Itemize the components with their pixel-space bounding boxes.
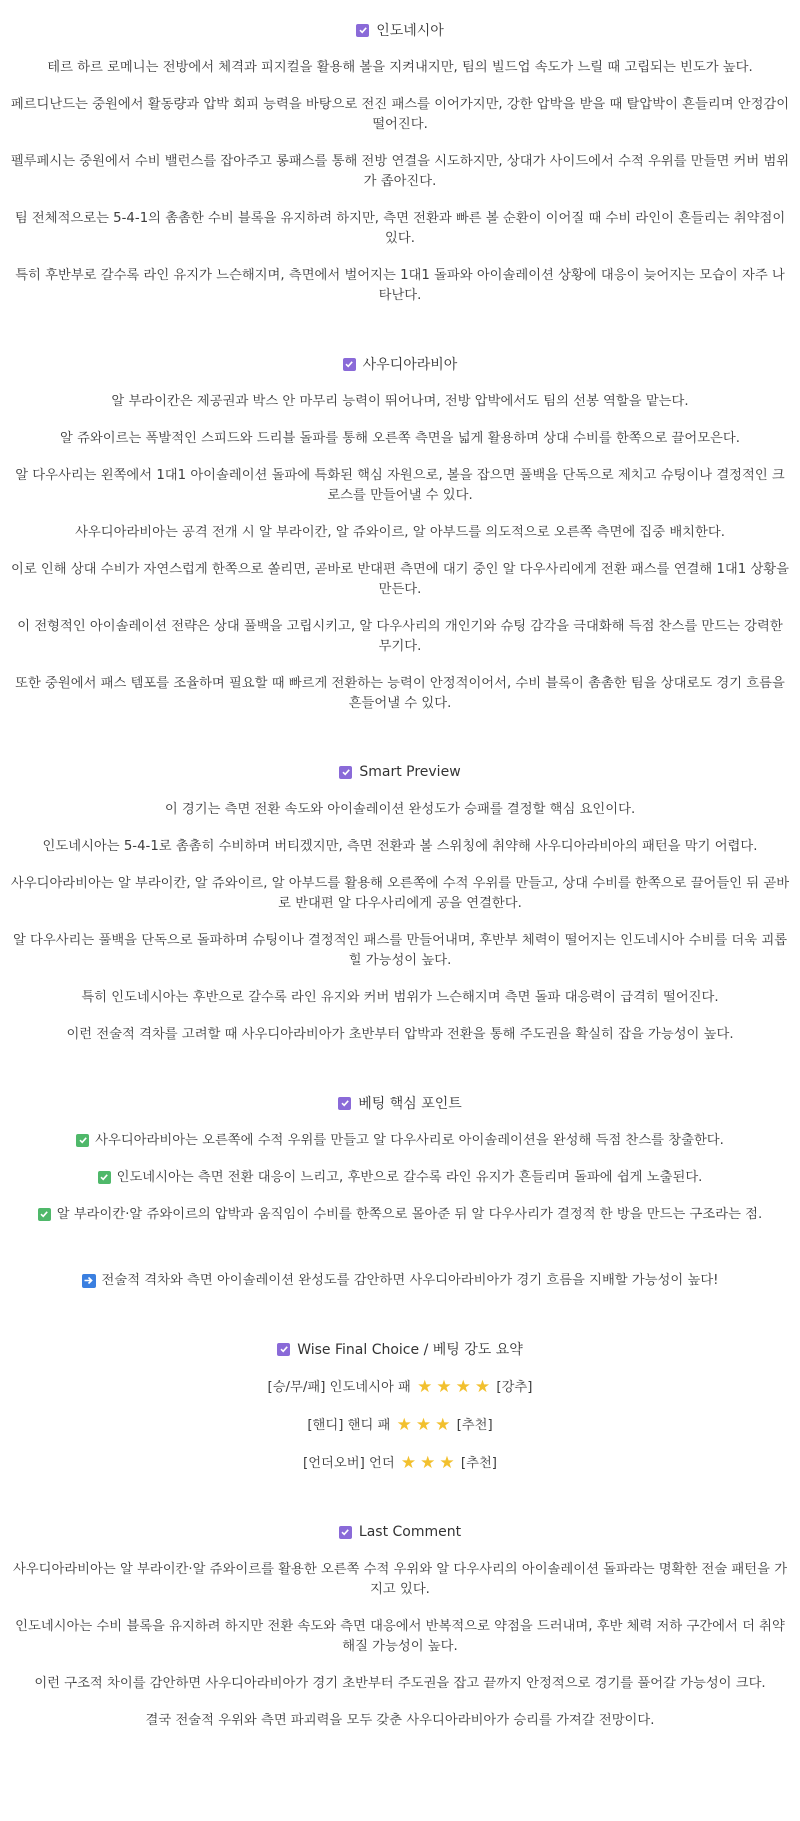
star-rating: [395, 1415, 453, 1435]
pick-label: [언더오버] 언더: [303, 1456, 395, 1471]
section-title: [0, 352, 800, 376]
pick-label: [핸디] 핸디 패: [307, 1418, 391, 1433]
paragraph: 테르 하르 로메니는 전방에서 체격과 피지컬을 활용해 볼을 지켜내지만, 팀의 빌드업 속도가 느릴 때 고립되는 빈도가 높다.: [47, 60, 753, 75]
paragraph: 알 다우사리는 왼쪽에서 1대1 아이솔레이션 돌파에 특화된 핵심 자원으로, 볼을 잡으면 풀백을 단독으로 제치고 슈팅이나 결정적인 크로스를 만들어낼 수 있다.: [15, 468, 785, 503]
paragraph: 이 경기는 측면 전환 속도와 아이솔레이션 완성도가 승패를 결정할 핵심 요인이다.: [164, 802, 636, 817]
pick-tag: [추천]: [460, 1456, 497, 1471]
section-title: [0, 1337, 800, 1361]
paragraph: 특히 인도네시아는 후반으로 갈수록 라인 유지와 커버 범위가 느슨해지며 측면 돌파 대응력이 급격히 떨어진다.: [81, 990, 719, 1005]
check-mark-icon: [76, 1134, 89, 1147]
paragraph: 페르디난드는 중원에서 활동량과 압박 회피 능력을 바탕으로 전진 패스를 이어가지만, 강한 압박을 받을 때 탈압박이 흔들리며 안정감이 떨어진다.: [10, 97, 790, 132]
section-title-text: 인도네시아: [376, 23, 444, 39]
paragraph: 결국 전술적 우위와 측면 파괴력을 모두 갖춘 사우디아라비아가 승리를 가져갈 전망이다.: [145, 1713, 655, 1728]
check-mark-icon: [38, 1208, 51, 1221]
arrow-right-icon: [82, 1274, 96, 1288]
check-mark-icon: [98, 1171, 111, 1184]
paragraph: 이런 전술적 격차를 고려할 때 사우디아라비아가 초반부터 압박과 전환을 통해 주도권을 확실히 잡을 가능성이 높다.: [66, 1027, 734, 1042]
pick-rating: [0, 1453, 800, 1474]
pick-tag: [추천]: [456, 1418, 493, 1433]
paragraph: 이로 인해 상대 수비가 자연스럽게 한쪽으로 쏠리면, 곧바로 반대편 측면에 대기 중인 알 다우사리에게 전환 패스를 연결해 1대1 상황을 만든다.: [11, 562, 789, 597]
star-icon: ★: [439, 1453, 455, 1473]
section-title: [0, 760, 800, 784]
paragraph: 사우디아라비아는 알 부라이칸, 알 쥬와이르, 알 아부드를 활용해 오른쪽에 수적 우위를 만들고, 상대 수비를 한쪽으로 끌어들인 뒤 곧바로 반대편 알 다우사리에게 공을 연결한다.: [10, 876, 790, 911]
bullet-point: [10, 1168, 790, 1188]
bullet-text: 알 부라이칸·알 쥬와이르의 압박과 움직임이 수비를 한쪽으로 몰아준 뒤 알 다우사리가 결정적 한 방을 만드는 구조라는 점.: [56, 1207, 763, 1222]
bullet-point: [10, 1205, 790, 1225]
star-icon: ★: [455, 1377, 471, 1397]
paragraph: 사우디아라비아는 공격 전개 시 알 부라이칸, 알 쥬와이르, 알 아부드를 의도적으로 오른쪽 측면에 집중 배치한다.: [75, 525, 725, 540]
bullet-text: 사우디아라비아는 오른쪽에 수적 우위를 만들고 알 다우사리로 아이솔레이션을 완성해 득점 찬스를 창출한다.: [95, 1133, 724, 1148]
section-indonesia: [0, 18, 800, 306]
star-icon: ★: [420, 1453, 436, 1473]
section-title-text: Last Comment: [358, 1524, 462, 1540]
pick-tag: [강추]: [496, 1380, 533, 1395]
star-icon: ★: [474, 1377, 491, 1397]
paragraph: 또한 중원에서 패스 템포를 조율하며 필요할 때 빠르게 전환하는 능력이 안정적이어서, 수비 블록이 촘촘한 팀을 상대로도 경기 흐름을 흔들어낼 수 있다.: [15, 676, 785, 711]
star-rating: [415, 1377, 492, 1397]
section-title-text: 사우디아라비아: [362, 357, 458, 373]
paragraph: 알 다우사리는 풀백을 단독으로 돌파하며 슈팅이나 결정적인 패스를 만들어내며, 후반부 체력이 떨어지는 인도네시아 수비를 더욱 괴롭힐 가능성이 높다.: [12, 933, 788, 968]
paragraph: 이런 구조적 차이를 감안하면 사우디아라비아가 경기 초반부터 주도권을 잡고 끝까지 안정적으로 경기를 풀어갈 가능성이 크다.: [34, 1676, 766, 1691]
star-icon: ★: [436, 1377, 452, 1397]
section-betting-points: [0, 1091, 800, 1291]
paragraph: 사우디아라비아는 알 부라이칸·알 쥬와이르를 활용한 오른쪽 수적 우위와 알 다우사리의 아이솔레이션 돌파라는 명확한 전술 패턴을 가지고 있다.: [12, 1562, 788, 1597]
pick-label: [승/무/패] 인도네시아 패: [267, 1380, 411, 1395]
paragraph: 펠루페시는 중원에서 수비 밸런스를 잡아주고 롱패스를 통해 전방 연결을 시도하지만, 상대가 사이드에서 수적 우위를 만들면 커버 범위가 좁아진다.: [10, 154, 790, 189]
betting-summary: [10, 1271, 790, 1291]
section-title-text: 베팅 핵심 포인트: [358, 1096, 462, 1112]
paragraph: 알 쥬와이르는 폭발적인 스피드와 드리블 돌파를 통해 오른쪽 측면을 넓게 활용하며 상대 수비를 한쪽으로 끌어모은다.: [60, 431, 740, 446]
check-box-icon: [339, 766, 352, 779]
star-icon: ★: [417, 1377, 433, 1397]
check-box-icon: [277, 1343, 290, 1356]
bullet-text: 인도네시아는 측면 전환 대응이 느리고, 후반으로 갈수록 라인 유지가 흔들리며 돌파에 쉽게 노출된다.: [116, 1170, 703, 1185]
check-box-icon: [343, 358, 356, 371]
paragraph: 알 부라이칸은 제공권과 박스 안 마무리 능력이 뛰어나며, 전방 압박에서도 팀의 선봉 역할을 맡는다.: [111, 394, 689, 409]
pick-rating: [0, 1377, 800, 1398]
summary-text: 전술적 격차와 측면 아이솔레이션 완성도를 감안하면 사우디아라비아가 경기 흐름을 지배할 가능성이 높다!: [101, 1273, 719, 1288]
section-saudi-arabia: [0, 352, 800, 714]
pick-rating: [0, 1415, 800, 1436]
check-box-icon: [339, 1526, 352, 1539]
paragraph: 인도네시아는 수비 블록을 유지하려 하지만 전환 속도와 측면 대응에서 반복적으로 약점을 드러내며, 후반 체력 저하 구간에서 더 취약해질 가능성이 높다.: [15, 1619, 785, 1654]
section-title: [0, 18, 800, 42]
paragraph: 특히 후반부로 갈수록 라인 유지가 느슨해지며, 측면에서 벌어지는 1대1 돌파와 아이솔레이션 상황에 대응이 늦어지는 모습이 자주 나타난다.: [15, 268, 785, 303]
star-icon: ★: [415, 1415, 432, 1435]
paragraph: 팀 전체적으로는 5-4-1의 촘촘한 수비 블록을 유지하려 하지만, 측면 전환과 빠른 볼 순환이 이어질 때 수비 라인이 흔들리는 취약점이 있다.: [14, 211, 786, 246]
paragraph: 이 전형적인 아이솔레이션 전략은 상대 풀백을 고립시키고, 알 다우사리의 개인기와 슈팅 감각을 극대화해 득점 찬스를 만드는 강력한 무기다.: [17, 619, 783, 654]
star-icon: ★: [396, 1415, 412, 1435]
check-box-icon: [356, 24, 369, 37]
section-smart-preview: [0, 760, 800, 1045]
star-icon: ★: [435, 1415, 451, 1435]
section-final-choice: [0, 1337, 800, 1474]
section-title-text: Wise Final Choice / 베팅 강도 요약: [297, 1342, 523, 1358]
check-box-icon: [338, 1097, 351, 1110]
bullet-point: [10, 1131, 790, 1151]
section-last-comment: [0, 1520, 800, 1731]
paragraph: 인도네시아는 5-4-1로 촘촘히 수비하며 버티겠지만, 측면 전환과 볼 스위칭에 취약해 사우디아라비아의 패턴을 막기 어렵다.: [42, 839, 758, 854]
section-title: [0, 1091, 800, 1115]
section-title-text: Smart Preview: [359, 764, 461, 780]
star-icon: ★: [400, 1453, 417, 1473]
section-title: [0, 1520, 800, 1544]
star-rating: [399, 1453, 457, 1473]
